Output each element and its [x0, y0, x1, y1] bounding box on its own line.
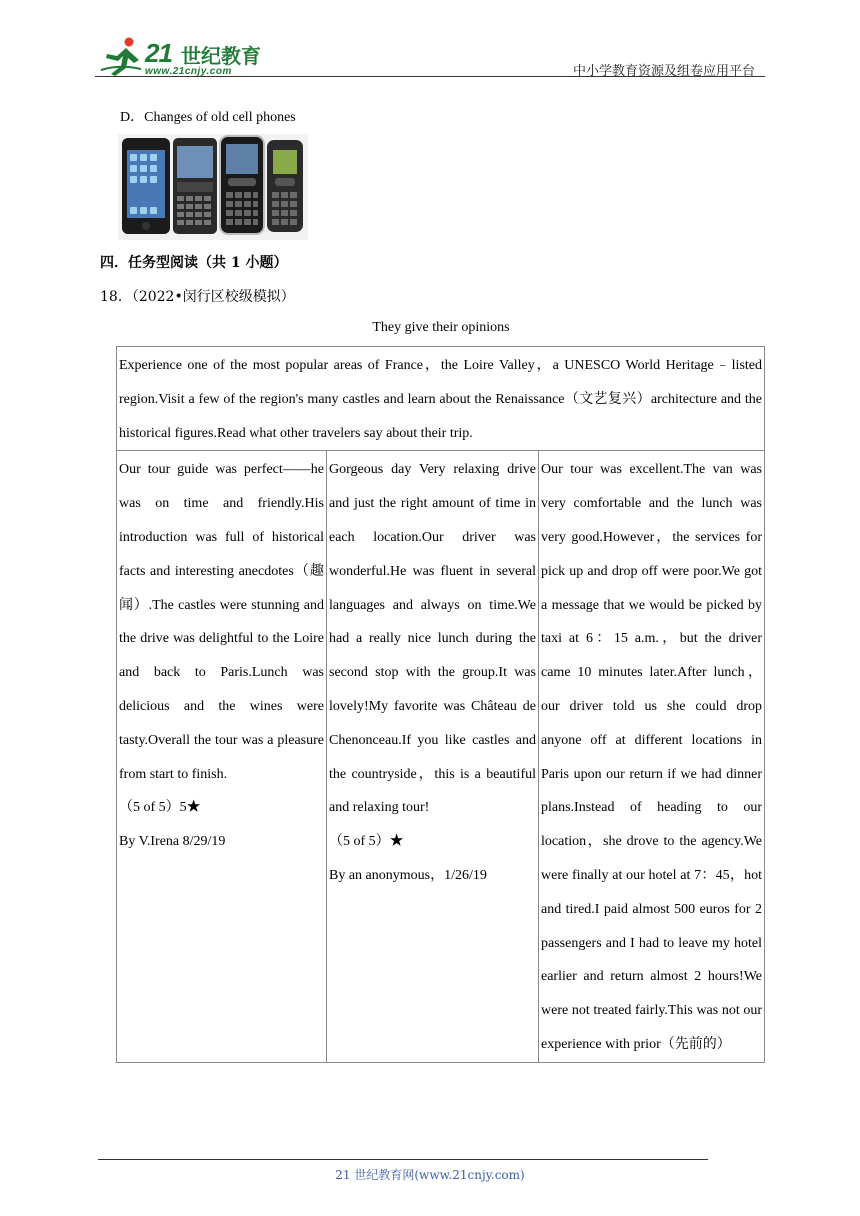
logo-number: 21 [145, 38, 172, 68]
footer-divider [98, 1159, 708, 1160]
classic-phone-icon [267, 140, 303, 232]
header-platform-text: 中小学教育资源及组卷应用平台 [572, 64, 755, 79]
header-divider [95, 76, 765, 77]
intro-row [117, 347, 765, 451]
passage-title: They give their opinions [372, 320, 510, 335]
review-1-rating: （5 of 5）5★ [119, 800, 201, 816]
review-2-author: By an anonymous，1/26/19 [329, 867, 487, 883]
review-3-text: Our tour was excellent.The van was very comfortable and the lunch was very good.However，the services for pick up and drop off were poor.We got a message that we would be picked by taxi at 6：15 a.m.，but the driver came 10 minutes later.After lunch，our driver told us she could drop anyone off at different locations in Paris upon our return if we had dinner plans.Instead of heading to our location，she drove to the agency.We were finally at our hotel at 7：45，hot and tired.I paid almost 500 euros for 2 passengers and I had to leave my hotel earlier and return almost 2 hours!We were not treated fairly.This was not our experience with prior（先前的） [541, 462, 762, 1052]
old-cell-phones-image [118, 134, 308, 240]
qwerty-phone-icon [173, 138, 217, 234]
page-header [95, 30, 765, 78]
question-number: 18．（2022•闵行区校级模拟） [100, 289, 295, 305]
option-d: D．Changes of old cell phones [120, 110, 296, 125]
review-1-author: By V.Irena 8/29/19 [119, 834, 226, 850]
review-2-rating: （5 of 5）★ [329, 834, 404, 850]
review-1-text: Our tour guide was perfect——he was on time and friendly.His introduction was full of historical facts and interesting anecdotes（趣闻）.The castles were stunning and the drive was delightful to the Loire and back to Paris.Lunch was delicious and the wines were tasty.Overall the tour was a pleasure from start to finish. [119, 462, 324, 782]
section-heading: 四．任务型阅读（共 1 小题） [100, 255, 288, 271]
review-cell-1 [117, 451, 327, 1062]
reviews-table [116, 346, 765, 1063]
site-logo[interactable] [95, 36, 265, 76]
smartphone-icon [122, 138, 170, 234]
review-2-text: Gorgeous day Very relaxing drive and just the right amount of time in each location.Our driver was wonderful.He was fluent in several languages and always on time.We had a really nice lunch during the second stop with the group.It was lovely!My favorite was Château de Chenonceau.If you like castles and the countryside，this is a beautiful and relaxing tour! [329, 462, 536, 816]
logo-text: 世纪教育 [181, 44, 261, 68]
reviews-row [117, 451, 765, 1062]
review-cell-3 [539, 451, 765, 1062]
intro-cell: Experience one of the most popular areas of France，the Loire Valley，a UNESCO World Heritage﹣listed region.Visit a few of the region's many castles and learn about the Renaissance（文艺复兴）architecture and the historical figures.Read what other travelers say about their trip. [117, 347, 765, 451]
keyboard-phone-icon [220, 136, 264, 234]
logo-url: www.21cnjy.com [145, 66, 232, 77]
review-cell-2 [327, 451, 539, 1062]
runner-logo-icon [99, 36, 143, 76]
footer-text[interactable]: 21 世纪教育网(www.21cnjy.com) [335, 1168, 525, 1182]
